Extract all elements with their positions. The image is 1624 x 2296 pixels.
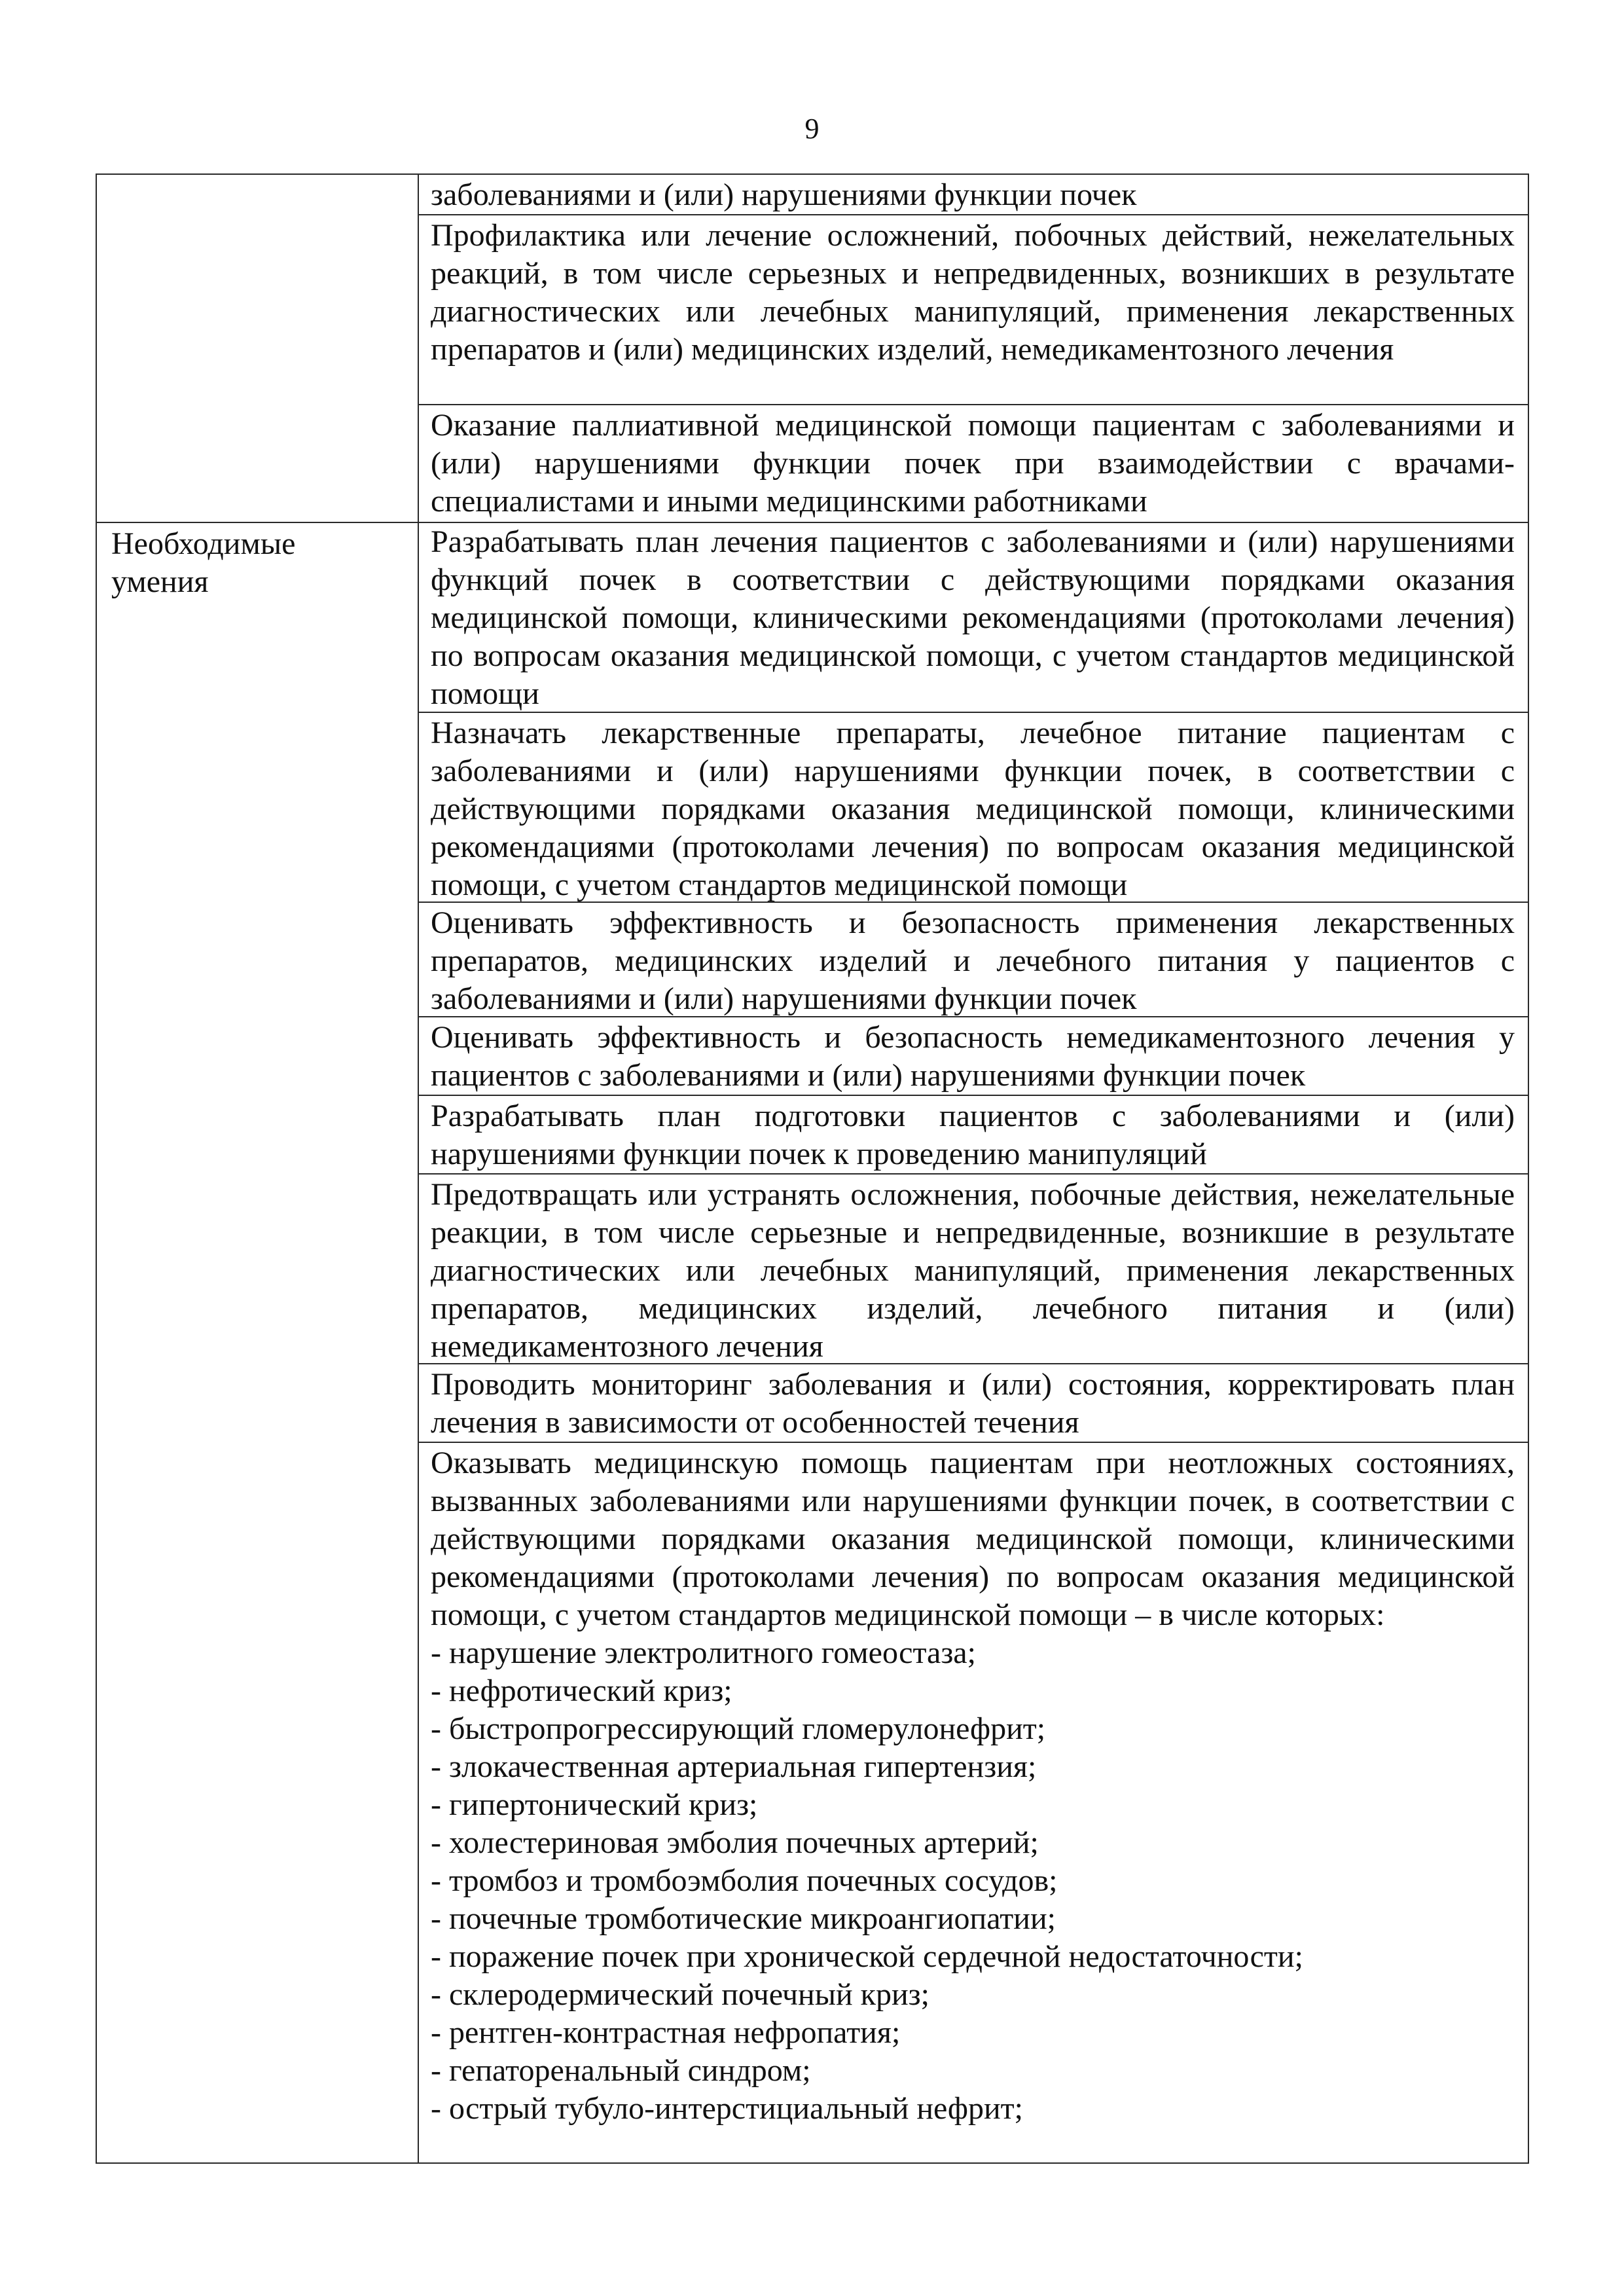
list-item: - быстропрогрессирующий гломерулонефрит; (431, 1711, 1046, 1746)
table-cell: Разрабатывать план подготовки пациентов с заболеваниями и (или) нарушениями функции почек к проведению манипуляций (431, 1099, 1515, 1171)
list-item: - острый тубуло-интерстициальный нефрит; (431, 2091, 1023, 2126)
table-cell: Предотвращать или устранять осложнения, побочные действия, нежелательные реакции, в том числе серьезные и непредвиденные, возникшие в результате диагностических или лечебных манипуляций, применения лекарственных препаратов, медицинских изделий, лечебного питания и (или) немедикаментозного лечения (431, 1177, 1515, 1364)
table-row (418, 1173, 1528, 1363)
list-item: - холестериновая эмболия почечных артерий; (431, 1825, 1039, 1860)
section-heading-line: умения (111, 564, 209, 599)
list-item: - почечные тромботические микроангиопатии; (431, 1901, 1056, 1936)
table-cell: Профилактика или лечение осложнений, побочных действий, нежелательных реакций, в том числе серьезных и непредвиденных, возникших в результате диагностических или лечебных манипуляций, применения лекарственных препаратов и (или) медицинских изделий, немедикаментозного лечения (431, 218, 1515, 367)
table-cell: Разрабатывать план лечения пациентов с заболеваниями и (или) нарушениями функций почек в соответствии с действующими порядками оказания медицинской помощи, клиническими рекомендациями (протоколами лечения) по вопросам оказания медицинской помощи, с учетом стандартов медицинской помощи (431, 524, 1515, 711)
list-item: - рентген-контрастная нефропатия; (431, 2015, 901, 2050)
table-cell: Оценивать эффективность и безопасность применения лекарственных препаратов, медицинских изделий и лечебного питания у пациентов с заболеваниями и (или) нарушениями функции почек (431, 905, 1515, 1016)
table-cell: Оказание паллиативной медицинской помощи пациентам с заболеваниями и (или) нарушениями функции почек при взаимодействии с врачами-специалистами и иными медицинскими работниками (431, 408, 1515, 519)
list-item: - нефротический криз; (431, 1673, 732, 1708)
table-row (418, 1363, 1528, 1442)
list-item: - гипертонический криз; (431, 1787, 758, 1822)
table-cell (431, 1444, 1515, 2128)
table-row (418, 175, 1528, 214)
table-row (418, 522, 1528, 712)
list-item: - поражение почек при хронической сердечной недостаточности; (431, 1939, 1303, 1974)
table-cell: Назначать лекарственные препараты, лечебное питание пациентам с заболеваниями и (или) нарушениями функции почек, в соответствии с действующими порядками оказания медицинской помощи, клиническими рекомендациями (протоколами лечения) по вопросам оказания медицинской помощи, с учетом стандартов медицинской помощи (431, 716, 1515, 902)
list-item: - гепаторенальный синдром; (431, 2053, 811, 2088)
table-row (418, 1442, 1528, 2162)
table-cell: заболеваниями и (или) нарушениями функции почек (431, 177, 1137, 212)
cell-paragraph: Оказывать медицинскую помощь пациентам при неотложных состояниях, вызванных заболеваниями или нарушениями функции почек, в соответствии с действующими порядками оказания медицинской помощи, клиническими рекомендациями (протоколами лечения) по вопросам оказания медицинской помощи, с учетом стандартов медицинской помощи – в числе которых: (431, 1446, 1515, 1632)
table-cell: Оценивать эффективность и безопасность немедикаментозного лечения у пациентов с заболеваниями и (или) нарушениями функции почек (431, 1020, 1515, 1093)
section-heading (111, 525, 406, 601)
table-row (418, 1016, 1528, 1095)
competency-table (96, 173, 1529, 2164)
page-number: 9 (804, 113, 820, 145)
list-item: - склеродермический почечный криз; (431, 1977, 929, 2012)
list-item: - нарушение электролитного гомеостаза; (431, 1635, 976, 1670)
list-item: - злокачественная артериальная гипертензия; (431, 1749, 1037, 1784)
table-row (418, 214, 1528, 404)
list-item: - тромбоз и тромбоэмболия почечных сосудов; (431, 1863, 1058, 1898)
table-cell: Проводить мониторинг заболевания и (или) состояния, корректировать план лечения в зависимости от особенностей течения (431, 1367, 1515, 1440)
section-heading-line: Необходимые (111, 526, 296, 561)
table-row (418, 1095, 1528, 1173)
table-row (418, 712, 1528, 902)
table-row (418, 902, 1528, 1016)
table-row (418, 404, 1528, 522)
